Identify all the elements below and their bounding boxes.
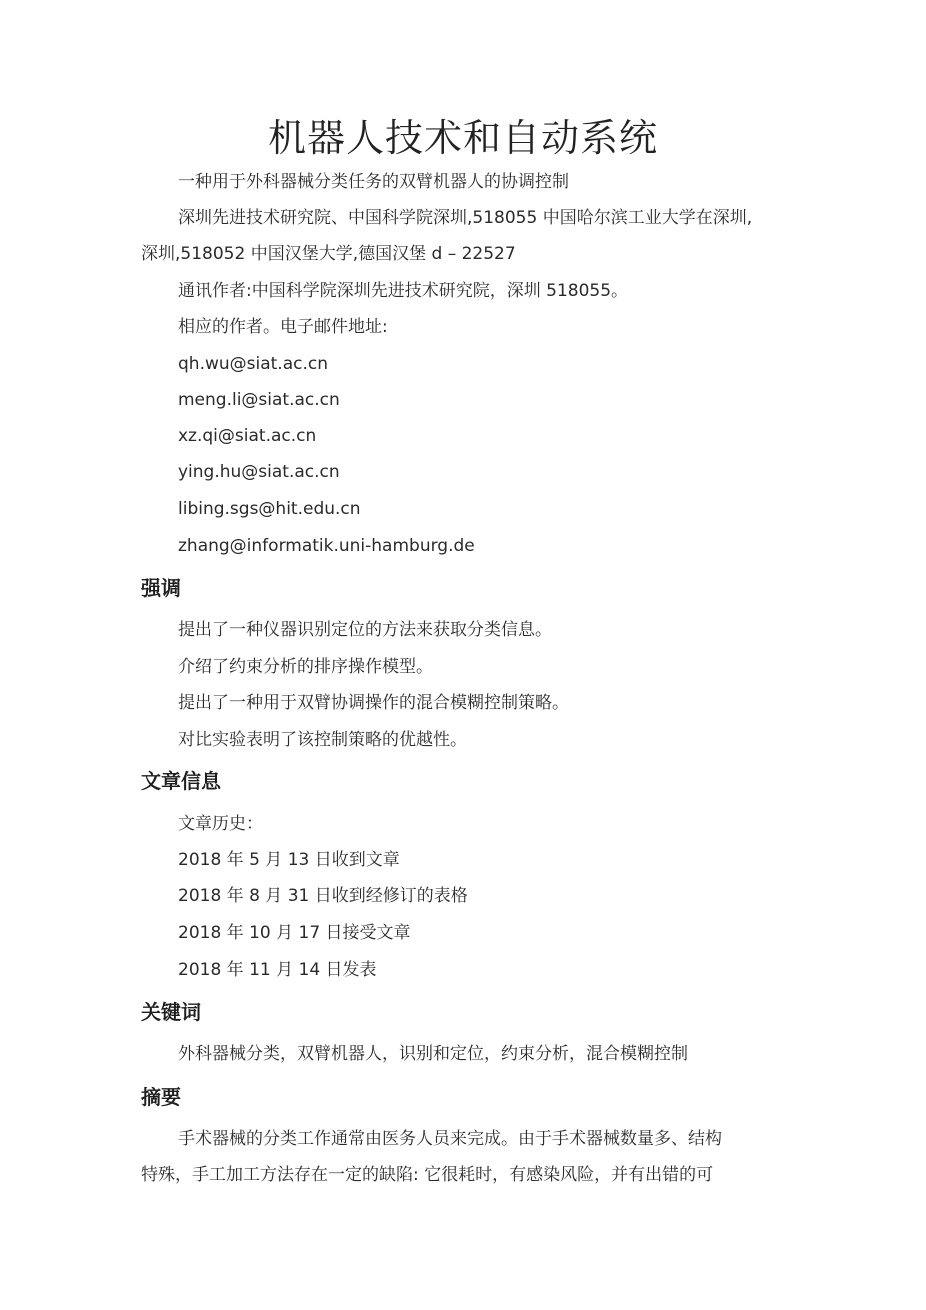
history-item: 2018 年 5 月 13 日收到文章 xyxy=(178,850,400,870)
email-link[interactable]: zhang@informatik.uni-hamburg.de xyxy=(178,536,475,556)
paper-title: 一种用于外科器械分类任务的双臂机器人的协调控制 xyxy=(178,172,569,192)
highlight-item: 介绍了约束分析的排序操作模型。 xyxy=(178,657,433,677)
email-link[interactable]: libing.sgs@hit.edu.cn xyxy=(178,499,361,519)
history-item: 2018 年 10 月 17 日接受文章 xyxy=(178,923,411,943)
email-link[interactable]: ying.hu@siat.ac.cn xyxy=(178,462,340,482)
history-item: 2018 年 11 月 14 日发表 xyxy=(178,960,377,980)
highlight-item: 提出了一种仪器识别定位的方法来获取分类信息。 xyxy=(178,620,552,640)
email-label: 相应的作者。电子邮件地址: xyxy=(178,317,388,337)
history-item: 2018 年 8 月 31 日收到经修订的表格 xyxy=(178,886,468,906)
abstract-line-2: 特殊，手工加工方法存在一定的缺陷: 它很耗时，有感染风险，并有出错的可 xyxy=(141,1165,714,1185)
email-link[interactable]: meng.li@siat.ac.cn xyxy=(178,390,340,410)
affiliation-line-1: 深圳先进技术研究院、中国科学院深圳,518055 中国哈尔滨工业大学在深圳, xyxy=(178,208,753,228)
keywords-text: 外科器械分类，双臂机器人，识别和定位，约束分析，混合模糊控制 xyxy=(178,1044,688,1064)
journal-title: 机器人技术和自动系统 xyxy=(267,116,658,160)
section-heading-highlights: 强调 xyxy=(141,576,181,600)
email-link[interactable]: qh.wu@siat.ac.cn xyxy=(178,354,329,374)
affiliation-line-2: 深圳,518052 中国汉堡大学,德国汉堡 d – 22527 xyxy=(141,244,516,264)
section-heading-article-info: 文章信息 xyxy=(141,769,221,793)
highlight-item: 对比实验表明了该控制策略的优越性。 xyxy=(178,730,467,750)
history-label: 文章历史： xyxy=(178,814,263,834)
highlight-item: 提出了一种用于双臂协调操作的混合模糊控制策略。 xyxy=(178,693,569,713)
email-link[interactable]: xz.qi@siat.ac.cn xyxy=(178,426,317,446)
section-heading-keywords: 关键词 xyxy=(141,1000,201,1024)
section-heading-abstract: 摘要 xyxy=(141,1085,181,1109)
abstract-line-1: 手术器械的分类工作通常由医务人员来完成。由于手术器械数量多、结构 xyxy=(178,1129,722,1149)
correspondence-note: 通讯作者:中国科学院深圳先进技术研究院，深圳 518055。 xyxy=(178,281,629,301)
